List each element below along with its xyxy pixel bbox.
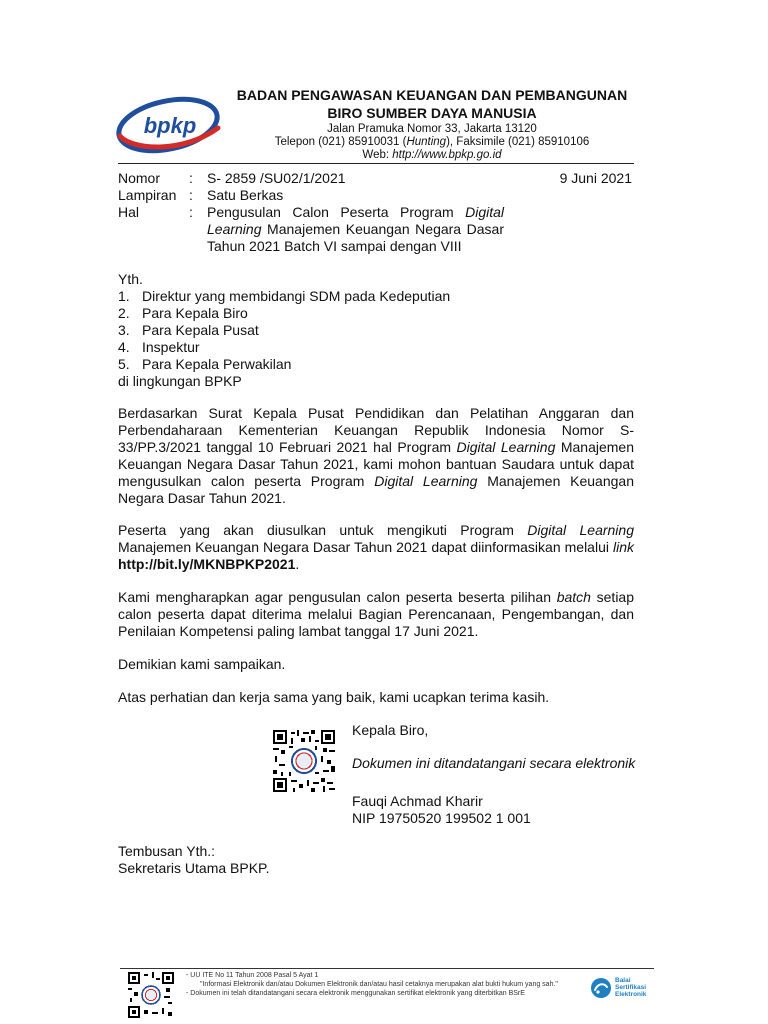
paragraph-3: Kami mengharapkan agar pengusulan calon peserta beserta pilihan batch setiap calon peserta dapat diterima melalui Bagian Perencanaan, Pengembangan, dan Penilaian Kompetensi paling lambat tanggal 17 Juni 2021.: [118, 589, 634, 639]
hal-label: Hal: [118, 204, 140, 220]
hal-line-3: Tahun 2021 Batch VI sampai dengan VIII: [207, 238, 462, 254]
colon: :: [189, 187, 193, 203]
web-link[interactable]: http://www.bpkp.go.id: [392, 149, 502, 161]
footer-divider: [120, 968, 654, 969]
footer-legal-1: - UU ITE No 11 Tahun 2008 Pasal 5 Ayat 1: [186, 972, 319, 979]
signer-position: Kepala Biro,: [352, 722, 429, 738]
phone-line: Telepon (021) 85910031 (Hunting), Faksimile (021) 85910106: [274, 136, 590, 148]
cc-item: Sekretaris Utama BPKP.: [118, 860, 270, 876]
recipient-location: di lingkungan BPKP: [118, 373, 242, 389]
bsre-logo-icon: [590, 977, 612, 999]
logo-text: bpkp: [143, 113, 197, 138]
footer-legal-2: "Informasi Elektronik dan/atau Dokumen Elektronik dan/atau hasil cetaknya merupakan alat bukti hukum yang sah.": [200, 981, 558, 988]
letter-date: 9 Juni 2021: [559, 170, 632, 186]
paragraph-5: Atas perhatian dan kerja sama yang baik, kami ucapkan terima kasih.: [118, 689, 550, 705]
esign-note: Dokumen ini ditandatangani secara elektronik: [352, 755, 636, 771]
hal-line-1: Pengusulan Calon Peserta Program Digital: [207, 204, 504, 220]
paragraph-4: Demikian kami sampaikan.: [118, 656, 286, 672]
bpkp-logo: [112, 92, 230, 156]
list-item: 2. Para Kepala Biro: [118, 305, 248, 321]
nomor-label: Nomor: [118, 170, 161, 186]
signer-nip: NIP 19750520 199502 1 001: [352, 810, 531, 826]
hal-line-2: Learning Manajemen Keuangan Negara Dasar: [207, 221, 504, 237]
lampiran-label: Lampiran: [118, 187, 177, 203]
list-item: 1. Direktur yang membidangi SDM pada Kedeputian: [118, 288, 451, 304]
cc-label: Tembusan Yth.:: [118, 843, 216, 859]
list-item: 4. Inspektur: [118, 339, 200, 355]
unit-name: BIRO SUMBER DAYA MANUSIA: [327, 105, 537, 121]
colon: :: [189, 204, 193, 220]
list-item: 5. Para Kepala Perwakilan: [118, 356, 292, 372]
org-name: BADAN PENGAWASAN KEUANGAN DAN PEMBANGUNAN: [236, 87, 628, 103]
web-line: Web: http://www.bpkp.go.id: [362, 149, 502, 161]
colon: :: [189, 170, 193, 186]
bsre-label: Balai Sertifikasi Elektronik: [615, 977, 647, 998]
recipient-list: [118, 288, 450, 390]
signer-name: Fauqi Achmad Kharir: [352, 793, 483, 809]
paragraph-1: Berdasarkan Surat Kepala Pusat Pendidikan dan Pelatihan Anggaran dan Perbendaharaan Kementerian Keuangan Republik Indonesia Nomor S-33/PP.3/2021 tanggal 10 Februari 2021 hal Program Digital Learning Manajemen Keuangan Negara Dasar Tahun 2021, kami mohon bantuan Saudara untuk dapat mengusulkan calon peserta Program Digital Learning Manajemen Keuangan Negara Dasar Tahun 2021.: [118, 405, 634, 506]
signature-qr-code: [273, 730, 335, 792]
footer-qr-code: [128, 972, 174, 1018]
footer-legal-3: - Dokumen ini telah ditandatangani secara elektronik menggunakan sertifikat elektronik yang diterbitkan BSrE: [186, 990, 525, 997]
yth-label: Yth.: [118, 271, 143, 287]
registration-link[interactable]: http://bit.ly/MKNBPKP2021: [118, 556, 296, 572]
letterhead-divider: [118, 163, 634, 164]
lampiran-value: Satu Berkas: [207, 187, 284, 203]
paragraph-2: Peserta yang akan diusulkan untuk mengikuti Program Digital Learning Manajemen Keuangan Negara Dasar Tahun 2021 dapat diinformasikan melalui link http://bit.ly/MKNBPKP2021.: [118, 522, 634, 572]
nomor-value: S- 2859 /SU02/1/2021: [207, 170, 346, 186]
address: Jalan Pramuka Nomor 33, Jakarta 13120: [327, 123, 537, 135]
list-item: 3. Para Kepala Pusat: [118, 322, 259, 338]
